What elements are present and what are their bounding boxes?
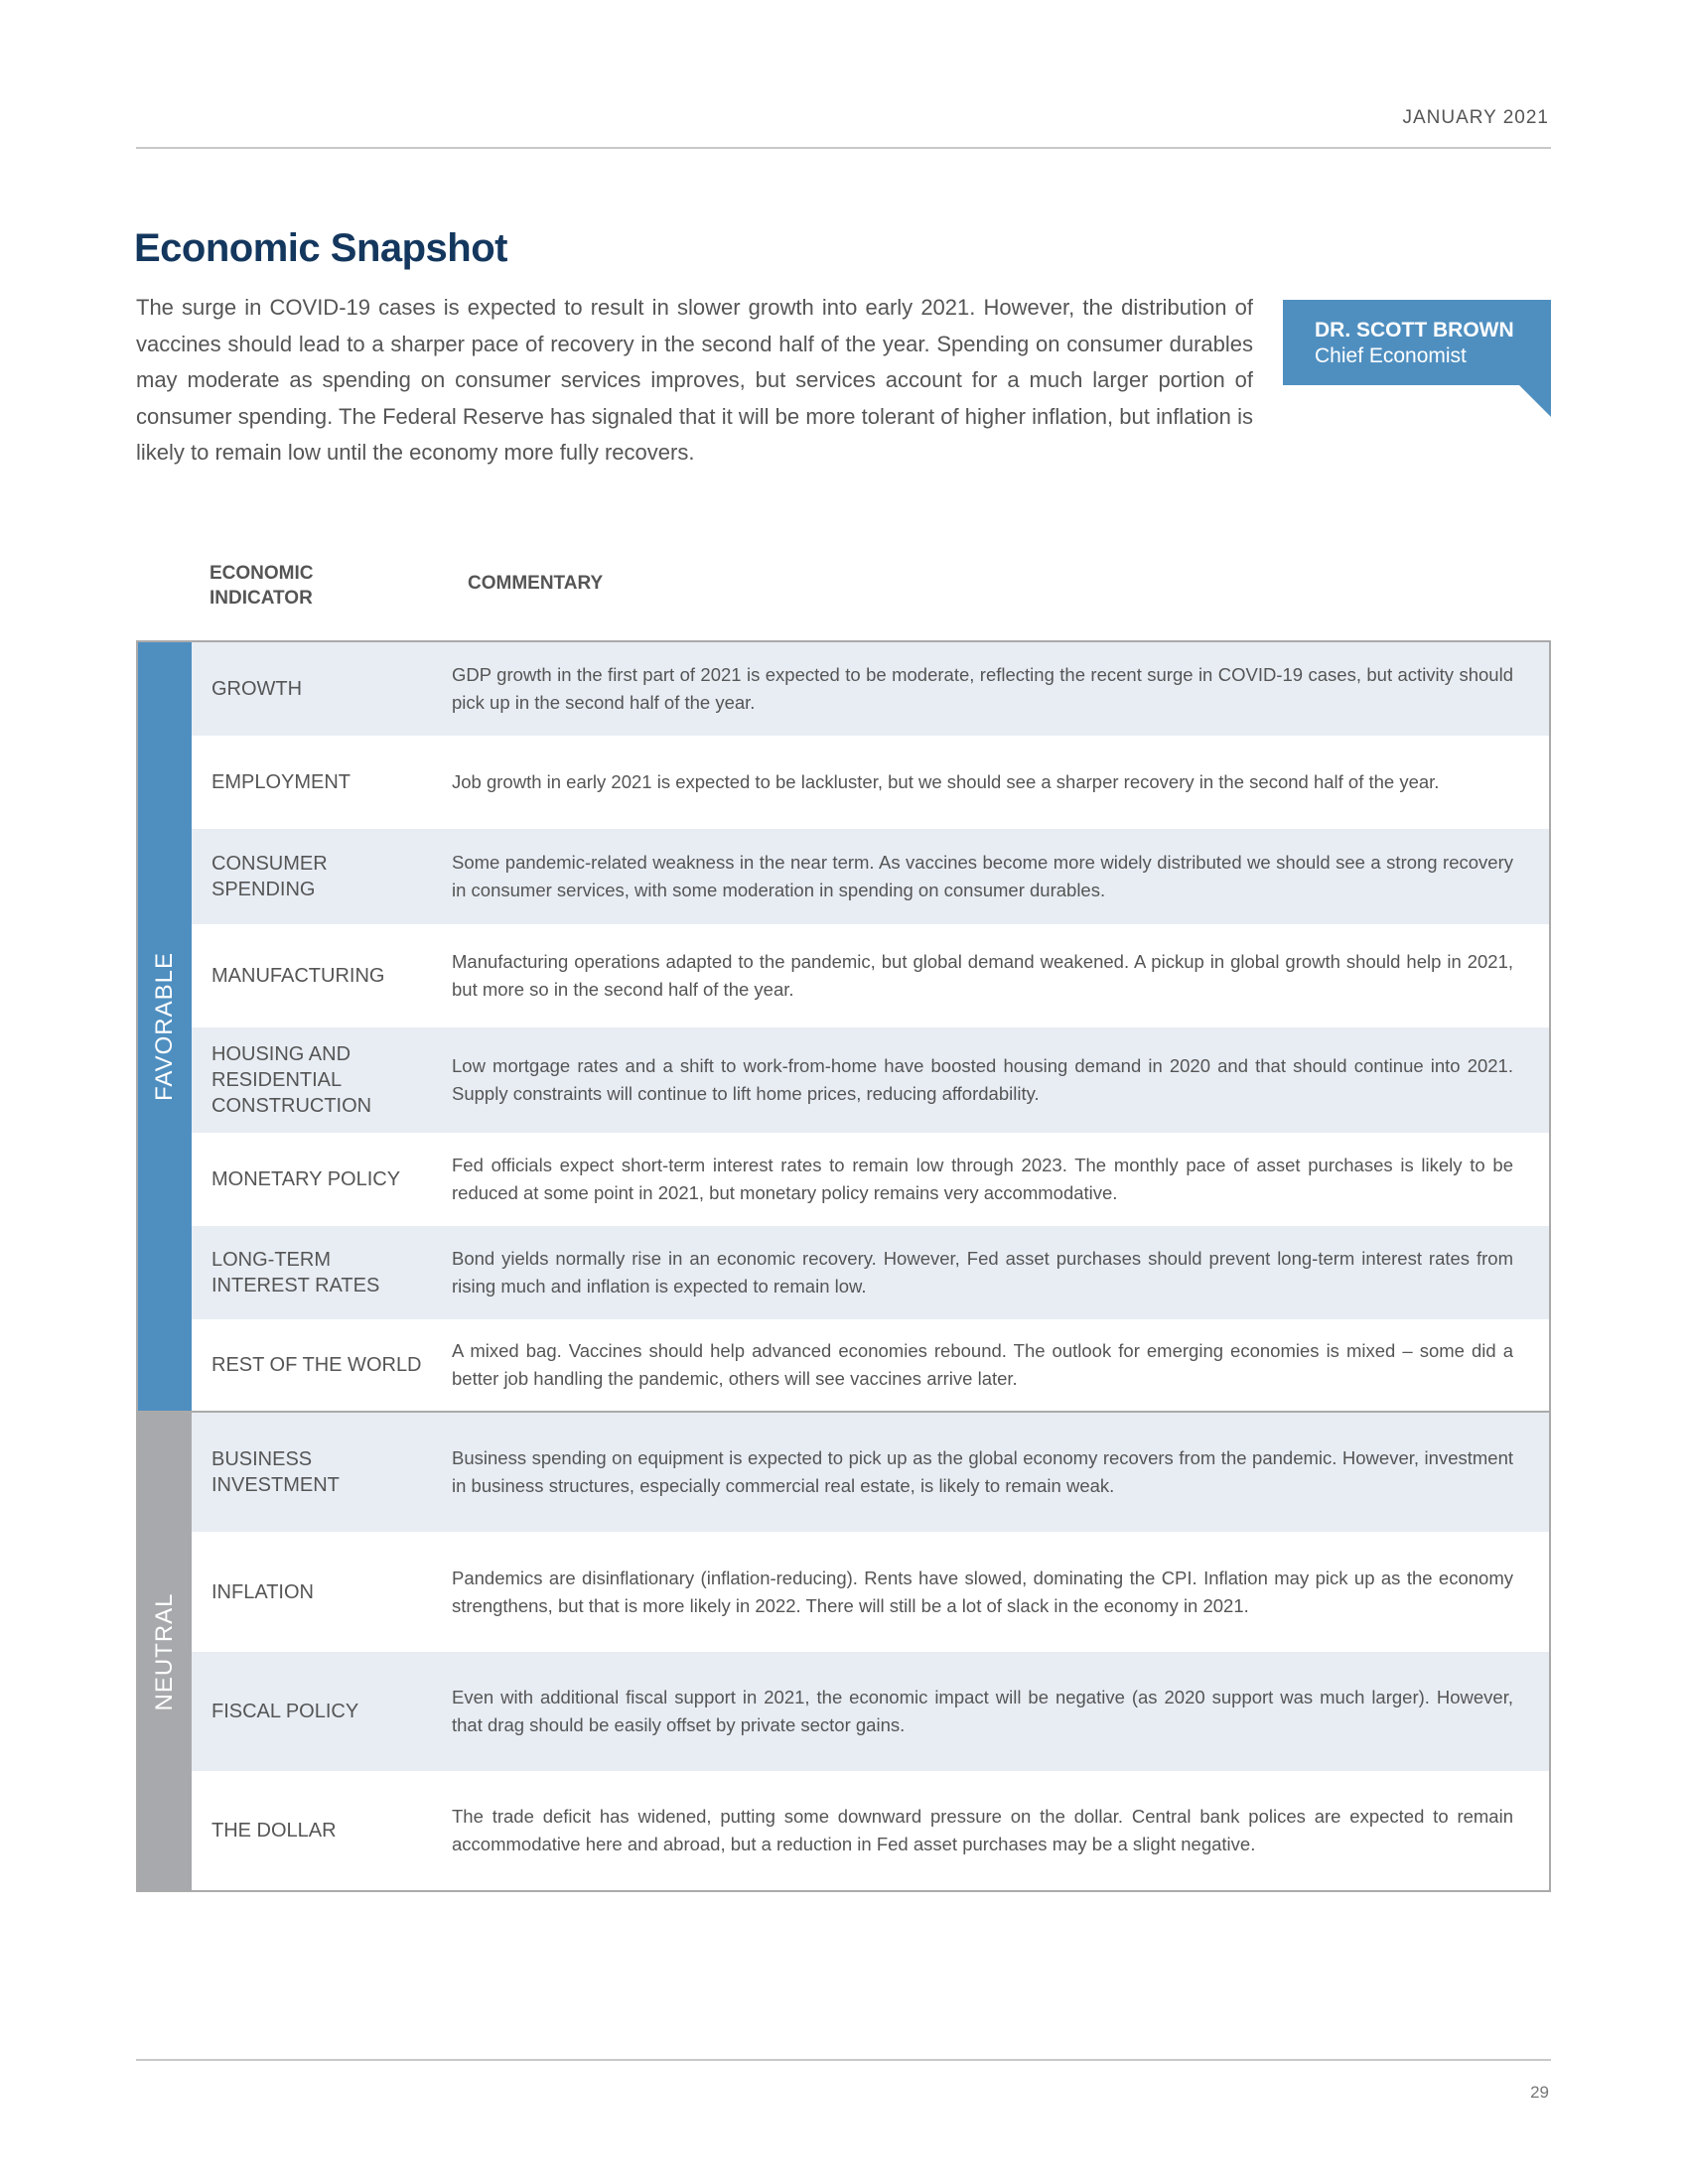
group-label-bar-neutral xyxy=(138,1413,192,1890)
column-header-indicator xyxy=(210,561,314,611)
column-header-commentary: COMMENTARY xyxy=(468,573,604,594)
table-row xyxy=(192,1226,1549,1319)
header-divider xyxy=(136,147,1551,149)
indicator-name: GROWTH xyxy=(211,678,303,700)
group-label-bar-favorable xyxy=(138,642,192,1411)
indicator-name: FISCAL POLICY xyxy=(211,1701,359,1722)
indicator-commentary: Even with additional fiscal support in 2021, the economic impact will be negative (as 2020 support was much larger). However, that drag should be easily offset by private sector gains. xyxy=(452,1687,1513,1735)
table-row xyxy=(192,642,1549,736)
snapshot-table xyxy=(136,640,1551,1892)
table-row xyxy=(192,829,1549,924)
column-header-indicator-line1: ECONOMIC xyxy=(210,563,314,584)
table-row xyxy=(192,736,1549,829)
neutral-rows xyxy=(192,1413,1549,1890)
table-row xyxy=(192,924,1549,1027)
indicator-commentary: Low mortgage rates and a shift to work-from-home have boosted housing demand in 2020 and that should continue into 2021. Supply constraints will continue to lift home prices, reducing affordability. xyxy=(452,1055,1513,1104)
page-number: 29 xyxy=(1530,2083,1549,2102)
table-row xyxy=(192,1319,1549,1411)
indicator-commentary: GDP growth in the first part of 2021 is expected to be moderate, reflecting the recent surge in COVID-19 cases, but activity should pick up in the second half of the year. xyxy=(452,664,1513,713)
indicator-commentary: Fed officials expect short-term interest rates to remain low through 2023. The monthly pace of asset purchases is likely to be reduced at some point in 2021, but monetary policy remains very accommodative. xyxy=(452,1155,1513,1203)
indicator-name: BUSINESS INVESTMENT xyxy=(211,1448,340,1496)
indicator-name: MANUFACTURING xyxy=(211,965,385,987)
indicator-commentary: Job growth in early 2021 is expected to be lackluster, but we should see a sharper recovery in the second half of the year. xyxy=(452,771,1440,792)
table-row xyxy=(192,1771,1549,1890)
group-label-favorable: FAVORABLE xyxy=(151,952,178,1101)
indicator-commentary: A mixed bag. Vaccines should help advanced economies rebound. The outlook for emerging economies is mixed – some did a better job handling the pandemic, others will see vaccines arrive later. xyxy=(452,1340,1513,1389)
author-badge xyxy=(1283,300,1551,385)
table-row xyxy=(192,1532,1549,1652)
indicator-name: LONG-TERM INTEREST RATES xyxy=(211,1249,380,1297)
indicator-name: THE DOLLAR xyxy=(211,1820,337,1842)
intro-paragraph: The surge in COVID-19 cases is expected to result in slower growth into early 2021. However, the distribution of vaccines should lead to a sharper pace of recovery in the second half of the year. Spending on consumer durables may moderate as spending on consumer services improves, but services account for a much larger portion of consumer spending. The Federal Reserve has signaled that it will be more tolerant of higher inflation, but inflation is likely to remain low until the economy more fully recovers. xyxy=(136,295,1253,465)
group-label-neutral: NEUTRAL xyxy=(151,1591,178,1711)
indicator-commentary: Pandemics are disinflationary (inflation-reducing). Rents have slowed, dominating the CPI. Inflation may pick up as the economy strengthens, but that is more likely in 2022. There will still be a lot of slack in the economy in 2021. xyxy=(452,1567,1513,1616)
indicator-name: MONETARY POLICY xyxy=(211,1168,401,1190)
indicator-name: INFLATION xyxy=(211,1580,314,1603)
indicator-commentary: The trade deficit has widened, putting some downward pressure on the dollar. Central bank polices are expected to remain accommodative here and abroad, but a reduction in Fed asset purchases may be a slight negative. xyxy=(452,1806,1513,1854)
author-name: DR. SCOTT BROWN xyxy=(1315,319,1514,341)
indicator-name: REST OF THE WORLD xyxy=(211,1354,422,1376)
table-row xyxy=(192,1413,1549,1532)
page-title: Economic Snapshot xyxy=(134,226,507,270)
indicator-name: CONSUMER SPENDING xyxy=(211,853,328,900)
footer-divider xyxy=(136,2059,1551,2061)
column-header-indicator-line2: INDICATOR xyxy=(210,588,313,609)
group-favorable xyxy=(136,640,1551,1413)
table-row xyxy=(192,1027,1549,1133)
report-date: JANUARY 2021 xyxy=(1402,107,1549,128)
table-row xyxy=(192,1652,1549,1771)
indicator-commentary: Some pandemic-related weakness in the near term. As vaccines become more widely distributed we should see a strong recovery in consumer services, with some moderation in spending on consumer durables. xyxy=(452,852,1513,900)
group-neutral xyxy=(136,1413,1551,1892)
indicator-name: EMPLOYMENT xyxy=(211,771,352,793)
indicator-commentary: Bond yields normally rise in an economic recovery. However, Fed asset purchases should prevent long-term interest rates from rising much and inflation is expected to remain low. xyxy=(452,1248,1513,1297)
table-row xyxy=(192,1133,1549,1226)
author-role: Chief Economist xyxy=(1315,344,1467,367)
favorable-rows xyxy=(192,642,1549,1411)
indicator-commentary: Business spending on equipment is expected to pick up as the global economy recovers from the pandemic. However, investment in business structures, especially commercial real estate, is likely to remain weak. xyxy=(452,1447,1513,1496)
indicator-name: HOUSING AND RESIDENTIAL CONSTRUCTION xyxy=(211,1043,372,1117)
indicator-commentary: Manufacturing operations adapted to the pandemic, but global demand weakened. A pickup in global growth should help in 2021, but more so in the second half of the year. xyxy=(452,951,1513,1000)
badge-tail xyxy=(1519,385,1551,417)
